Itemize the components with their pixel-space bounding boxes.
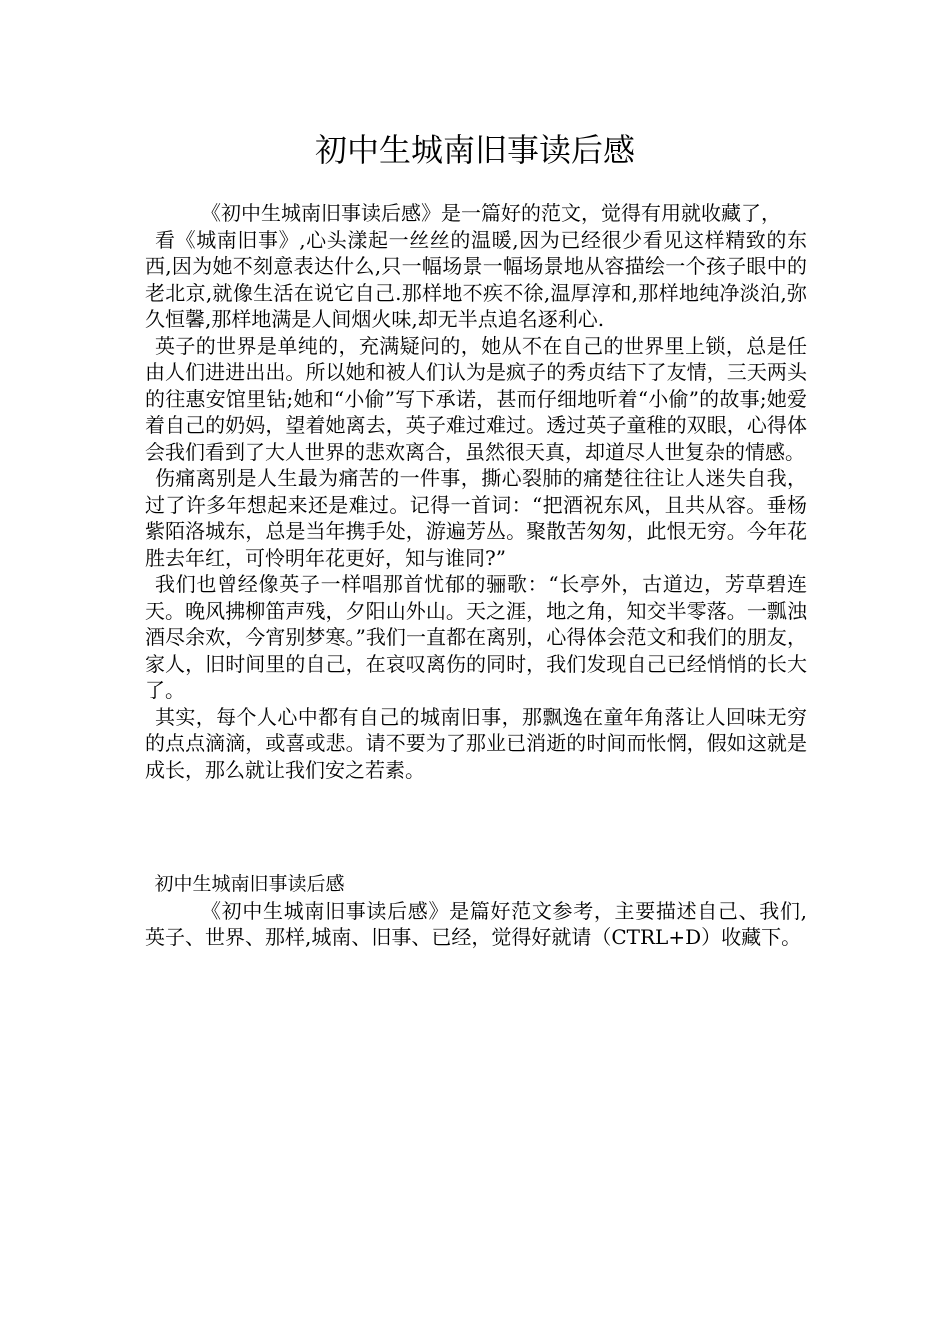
document-title: 初中生城南旧事读后感 [314, 131, 635, 169]
body-paragraph-4: 我们也曾经像英子一样唱那首忧郁的骊歌：“长亭外，古道边，芳草碧连天。晚风拂柳笛声残，夕阳山外山。天之涯，地之角，知交半零落。一瓢浊酒尽余欢，今宵别梦寒。”我们一直都在离别，心得体会范文和我们的朋友，家人，旧时间里的自己，在哀叹离伤的同时，我们发现自己已经悄悄的长大了。 [145, 572, 807, 702]
intro-paragraph: 《初中生城南旧事读后感》是一篇好的范文，觉得有用就收藏了， [201, 201, 781, 225]
document-footer [145, 871, 807, 951]
footer-title: 初中生城南旧事读后感 [154, 873, 345, 895]
footer-summary: 《初中生城南旧事读后感》是篇好范文参考，主要描述自己、我们,英子、世界、那样,城南、旧事、已经，觉得好就请（CTRL+D）收藏下。 [145, 898, 807, 949]
document-body [145, 200, 807, 783]
body-paragraph-1: 看《城南旧事》,心头漾起一丝丝的温暖,因为已经很少看见这样精致的东西,因为她不刻意表达什么,只一幅场景一幅场景地从容描绘一个孩子眼中的老北京,就像生活在说它自己.那样地不疾不徐,温厚淳和,那样地纯净淡泊,弥久恒馨,那样地满是人间烟火味,却无半点追名逐利心. [145, 227, 807, 331]
body-paragraph-5: 其实，每个人心中都有自己的城南旧事，那飘逸在童年角落让人回味无穷的点点滴滴，或喜或悲。请不要为了那业已消逝的时间而怅惘，假如这就是成长，那么就让我们安之若素。 [145, 704, 807, 782]
body-paragraph-3: 伤痛离别是人生最为痛苦的一件事，撕心裂肺的痛楚往往让人迷失自我，过了许多年想起来还是难过。记得一首词：“把酒祝东风，且共从容。垂杨紫陌洛城东，总是当年携手处，游遍芳丛。聚散苦匆匆，此恨无穷。今年花胜去年红，可怜明年花更好，知与谁同?” [145, 466, 807, 570]
body-paragraph-2: 英子的世界是单纯的，充满疑问的，她从不在自己的世界里上锁，总是任由人们进进出出。所以她和被人们认为是疯子的秀贞结下了友情，三天两头的往惠安馆里钻;她和“小偷”写下承诺，甚而仔细地听着“小偷”的故事;她爱着自己的奶妈，望着她离去，英子难过难过。透过英子童稚的双眼，心得体会我们看到了大人世界的悲欢离合，虽然很天真，却道尽人世复杂的情感。 [145, 333, 807, 464]
